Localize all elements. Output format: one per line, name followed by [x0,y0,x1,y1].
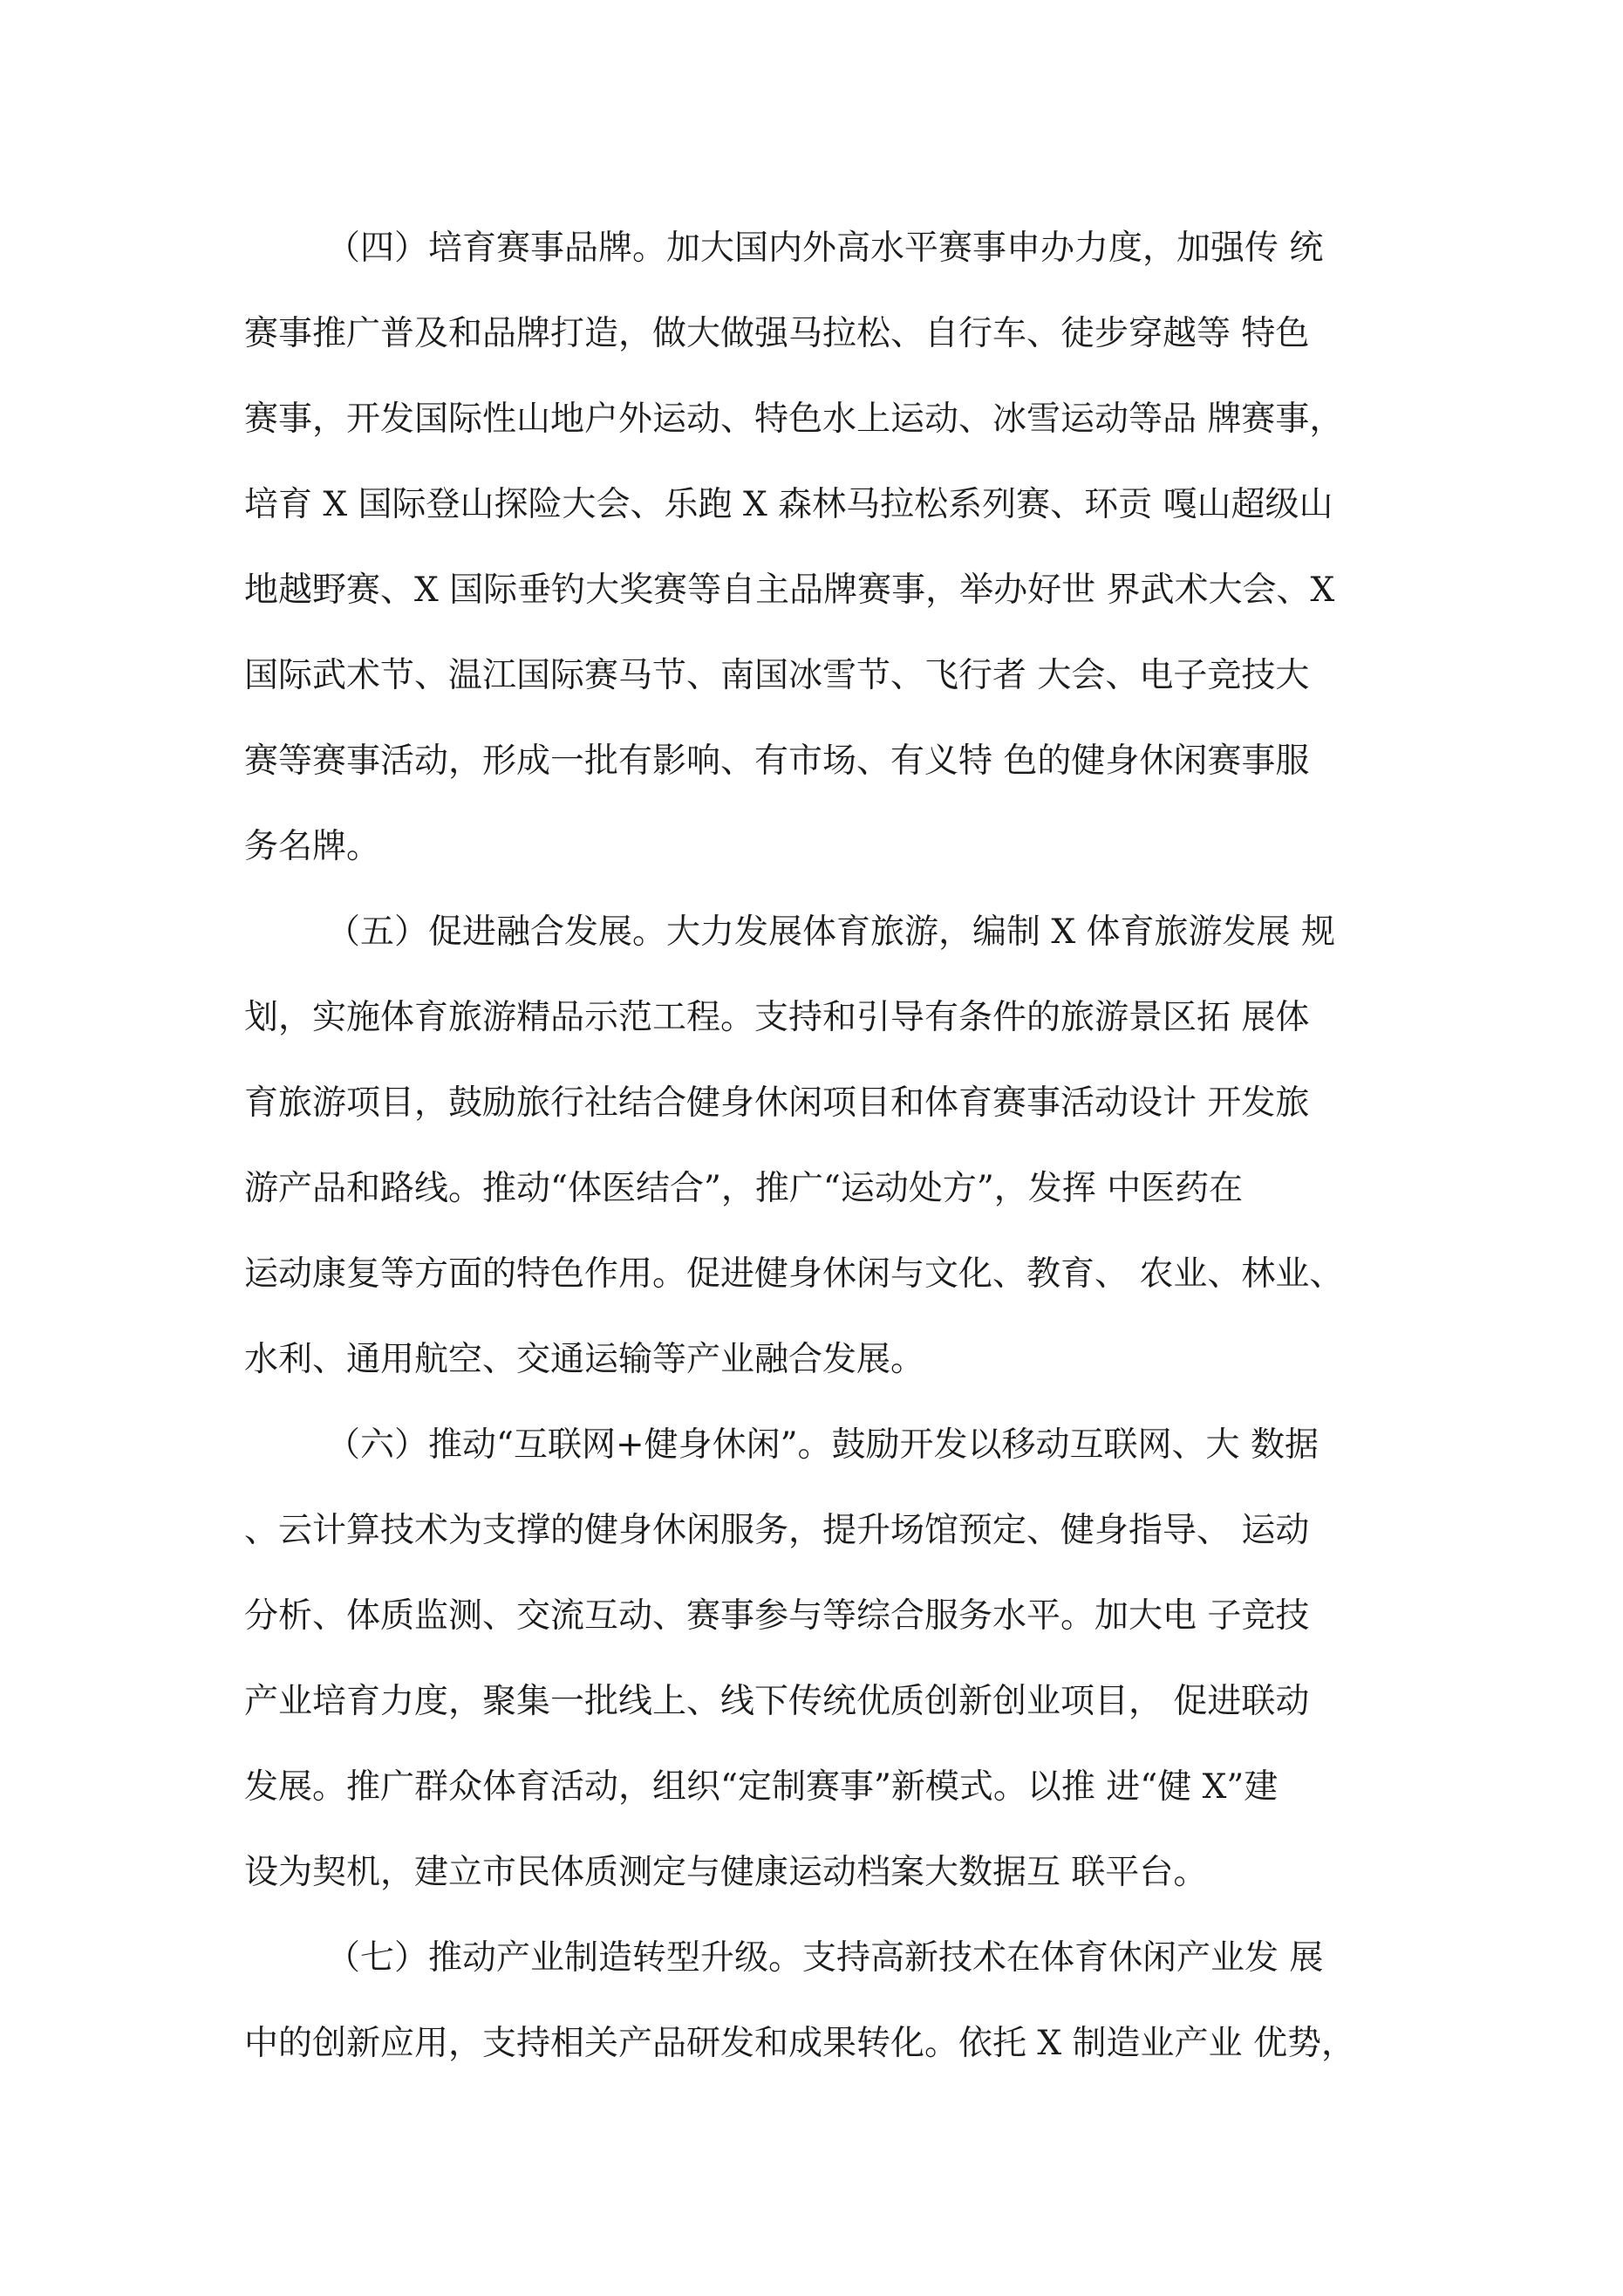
paragraph-5-line-1: （五）促进融合发展。大力发展体育旅游，编制 X 体育旅游发展 规 [326,912,1335,952]
paragraph-6-line-2: 、云计算技术为支撑的健身休闲服务，提升场馆预定、健身指导、 运动 [244,1511,1310,1550]
paragraph-7-line-1: （七）推动产业制造转型升级。支持高新技术在体育休闲产业发 展 [326,1938,1324,1978]
paragraph-5-line-5: 运动康复等方面的特色作用。促进健身休闲与文化、教育、 农业、林业、 [244,1254,1344,1294]
paragraph-4-line-3: 赛事，开发国际性山地户外运动、特色水上运动、冰雪运动等品 牌赛事， [244,400,1344,439]
paragraph-5-line-3: 育旅游项目，鼓励旅行社结合健身休闲项目和体育赛事活动设计 开发旅 [244,1083,1310,1123]
paragraph-4-line-6: 国际武术节、温江国际赛马节、南国冰雪节、飞行者 大会、电子竞技大 [244,656,1310,695]
paragraph-4-line-8: 务名牌。 [244,827,381,866]
paragraph-6-line-1: （六）推动“互联网+健身休闲”。鼓励开发以移动互联网、大 数据 [326,1425,1319,1465]
paragraph-6-line-5: 发展。推广群众体育活动，组织“定制赛事”新模式。以推 进“健 X”建 [244,1767,1279,1807]
paragraph-5-line-4: 游产品和路线。推动“体医结合”，推广“运动处方”，发挥 中医药在 [244,1169,1244,1208]
paragraph-5-line-2: 划，实施体育旅游精品示范工程。支持和引导有条件的旅游景区拓 展体 [244,998,1310,1037]
paragraph-4-line-2: 赛事推广普及和品牌打造，做大做强马拉松、自行车、徒步穿越等 特色 [244,314,1310,353]
paragraph-6-line-4: 产业培育力度，聚集一批线上、线下传统优质创新创业项目， 促进联动 [244,1682,1310,1721]
paragraph-4-line-7: 赛等赛事活动，形成一批有影响、有市场、有义特 色的健身休闲赛事服 [244,741,1310,781]
paragraph-4-line-1: （四）培育赛事品牌。加大国内外高水平赛事申办力度，加强传 统 [326,229,1324,268]
paragraph-4-line-4: 培育 X 国际登山探险大会、乐跑 X 森林马拉松系列赛、环贡 嘎山超级山 [244,485,1333,524]
paragraph-5-line-6: 水利、通用航空、交通运输等产业融合发展。 [244,1340,925,1379]
body-text [244,206,1395,2087]
paragraph-6-line-3: 分析、体质监测、交流互动、赛事参与等综合服务水平。加大电 子竞技 [244,1596,1310,1636]
paragraph-6-line-6: 设为契机，建立市民体质测定与健康运动档案大数据互 联平台。 [244,1853,1208,1892]
paragraph-4-line-5: 地越野赛、X 国际垂钓大奖赛等自主品牌赛事，举办好世 界武术大会、X [244,571,1335,610]
paragraph-7-line-2: 中的创新应用，支持相关产品研发和成果转化。依托 X 制造业产业 优势， [244,2024,1355,2063]
